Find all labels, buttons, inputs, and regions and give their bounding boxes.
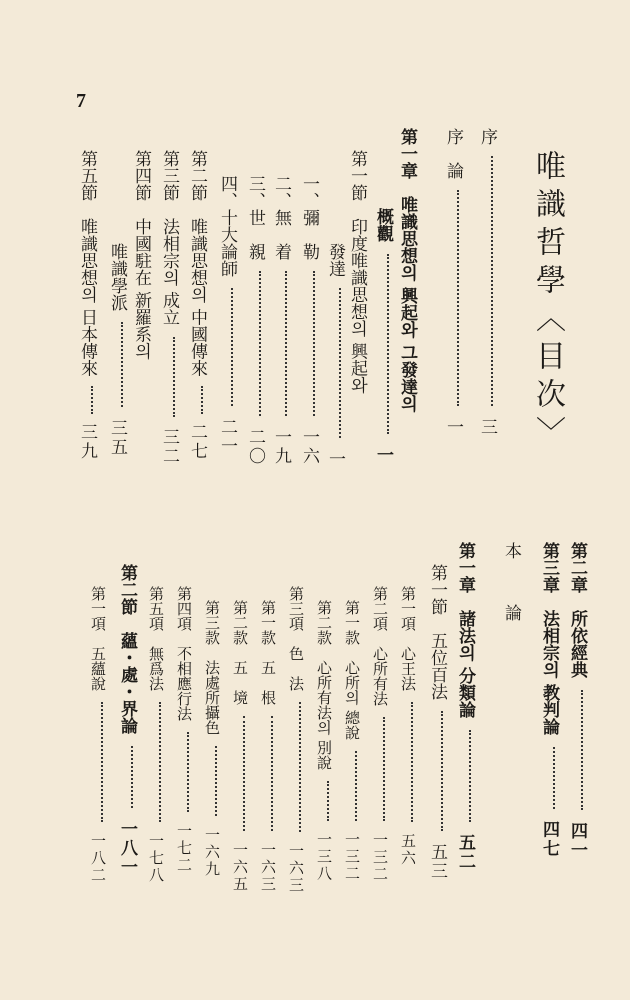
leader-dots <box>159 702 161 822</box>
entry-heading: 第一項 心王法 <box>399 586 417 691</box>
toc-entry-five-levels <box>428 564 445 881</box>
toc-entry-chapter2 <box>568 542 585 860</box>
entry-heading: 第四項 不相應行法 <box>175 586 193 721</box>
entry-page: 一三八 <box>315 831 333 883</box>
leader-dots <box>173 337 175 417</box>
toc-entry-maitreya <box>300 175 317 466</box>
leader-dots <box>339 288 341 438</box>
entry-page: 一九 <box>271 427 291 466</box>
entry-page: 四一 <box>567 821 587 860</box>
entry-page: 一 <box>373 445 393 465</box>
entry-page: 三 <box>477 417 497 437</box>
leader-dots <box>187 732 189 812</box>
toc-entry-section2 <box>188 150 205 461</box>
toc-title: 唯識哲學〈目次〉 <box>530 150 565 454</box>
entry-page: 三五 <box>107 418 127 457</box>
entry-page: 五六 <box>399 832 417 867</box>
entry-heading: 第三項 色 法 <box>287 586 305 691</box>
toc-entry-section1 <box>348 150 365 393</box>
entry-page: 一六三 <box>259 841 277 893</box>
entry-heading: 三、世 親 <box>245 175 265 260</box>
leader-dots <box>91 386 93 414</box>
entry-page: 一七八 <box>147 832 165 884</box>
toc-entry-five-objects <box>232 600 247 893</box>
entry-heading: 第一款 心所의 總說 <box>343 600 361 740</box>
entry-heading-cont: 唯識學派 <box>107 243 127 311</box>
leader-dots <box>581 690 583 810</box>
toc-entry-unconditioned <box>148 586 163 884</box>
leader-dots <box>121 322 123 407</box>
leader-dots <box>553 747 555 809</box>
toc-entry-section3 <box>160 150 177 466</box>
entry-heading: 序 論 <box>443 128 463 179</box>
leader-dots <box>355 751 357 821</box>
entry-heading: 一、彌 勒 <box>299 175 319 260</box>
leader-dots <box>327 781 329 821</box>
leader-dots <box>299 702 301 832</box>
entry-page: 一 <box>443 417 463 437</box>
entry-page: 一八二 <box>89 832 107 884</box>
entry-page: 一三二 <box>343 831 361 883</box>
entry-page: 三九 <box>77 423 97 462</box>
toc-entry-factors-general <box>344 600 359 882</box>
toc-entry-section5 <box>78 150 95 461</box>
leader-dots <box>411 702 413 822</box>
toc-entry-asanga <box>272 175 289 466</box>
leader-dots <box>285 271 287 416</box>
toc-entry-chapter1 <box>398 128 415 412</box>
leader-dots <box>271 716 273 831</box>
entry-heading: 第三章 法相宗의 教判論 <box>539 542 559 735</box>
leader-dots <box>313 271 315 416</box>
toc-entry-section1-cont <box>326 243 343 469</box>
leader-dots <box>243 716 245 831</box>
toc-entry-ten-masters <box>218 175 235 456</box>
entry-heading: 第四節 中國駐在 新羅系의 <box>131 150 151 360</box>
entry-heading: 二、無 着 <box>271 175 291 260</box>
entry-page: 一三二 <box>371 831 389 883</box>
entry-page: 三二 <box>159 428 179 467</box>
leader-dots <box>383 717 385 821</box>
toc-entry-section4 <box>132 150 149 359</box>
entry-page: 一六三 <box>287 842 305 894</box>
entry-page: 一六九 <box>203 826 221 878</box>
entry-page: 四七 <box>539 820 559 859</box>
entry-page: 一八一 <box>117 819 137 877</box>
toc-entry-form-dharma <box>288 586 303 894</box>
entry-heading: 第一節 印度唯識思想의 興起와 <box>347 150 367 394</box>
entry-heading: 第二款 心所有法의 別說 <box>315 600 333 770</box>
entry-page: 五二 <box>455 833 475 872</box>
entry-heading: 第一節 五位百法 <box>427 564 447 700</box>
leader-dots <box>259 271 261 416</box>
leader-dots <box>215 746 217 816</box>
entry-heading: 序 <box>477 128 497 145</box>
toc-entry-chapter1-cont <box>374 208 391 465</box>
entry-heading: 第二項 心所有法 <box>371 586 389 706</box>
entry-heading: 第二款 五 境 <box>231 600 249 705</box>
leader-dots <box>387 254 389 434</box>
page-number: 7 <box>76 90 86 112</box>
entry-heading: 第三款 法處所攝色 <box>203 600 221 735</box>
leader-dots <box>131 746 133 808</box>
toc-entry-preface <box>478 128 495 437</box>
entry-page: 二〇 <box>245 427 265 466</box>
toc-entry-five-roots <box>260 600 275 893</box>
entry-heading: 四、十大論師 <box>217 175 237 277</box>
entry-heading-cont: 概觀 <box>373 208 393 242</box>
leader-dots <box>231 288 233 406</box>
toc-entry-dharma-form <box>204 600 219 878</box>
entry-heading: 第二節 蘊・處・界論 <box>117 564 137 734</box>
leader-dots <box>441 711 443 831</box>
leader-dots <box>201 386 203 414</box>
entry-page: 一六 <box>299 427 319 466</box>
toc-entry-five-aggregates <box>90 586 105 884</box>
entry-heading: 第二章 所依經典 <box>567 542 587 678</box>
entry-page: 五三 <box>427 842 447 881</box>
entry-page: 一六五 <box>231 841 249 893</box>
entry-heading: 第三節 法相宗의 成立 <box>159 150 179 326</box>
toc-entry-mind-king <box>400 586 415 867</box>
leader-dots <box>457 190 459 406</box>
toc-entry-nonassociated <box>176 586 191 874</box>
entry-heading: 第一章 諸法의 分類論 <box>455 542 475 718</box>
entry-heading: 第五節 唯識思想의 日本傳來 <box>77 150 97 377</box>
entry-page: 二一 <box>217 417 237 456</box>
toc-entry-factors-specific <box>316 600 331 882</box>
entry-page: 一 <box>325 449 345 469</box>
toc-entry-mental-factors <box>372 586 387 883</box>
toc-entry-aggregates <box>118 564 135 877</box>
toc-entry-vasubandhu <box>246 175 263 466</box>
entry-heading: 本 論 <box>501 542 521 635</box>
toc-entry-intro <box>444 128 461 437</box>
entry-heading: 第一章 唯識思想의 興起와 그發達의 <box>397 128 417 412</box>
leader-dots <box>101 702 103 822</box>
entry-heading: 第一項 五蘊說 <box>89 586 107 691</box>
entry-heading: 第一款 五 根 <box>259 600 277 705</box>
entry-page: 一七二 <box>175 822 193 874</box>
entry-page: 二七 <box>187 423 207 462</box>
toc-entry-section4-cont <box>108 243 125 457</box>
leader-dots <box>491 156 493 406</box>
entry-heading: 第二節 唯識思想의 中國傳來 <box>187 150 207 377</box>
toc-entry-main-body <box>502 542 519 635</box>
entry-heading-cont: 發達 <box>325 243 345 277</box>
toc-entry-chapter3 <box>540 542 557 859</box>
entry-heading: 第五項 無爲法 <box>147 586 165 691</box>
toc-entry-part2-chapter1 <box>456 542 473 872</box>
leader-dots <box>469 730 471 822</box>
